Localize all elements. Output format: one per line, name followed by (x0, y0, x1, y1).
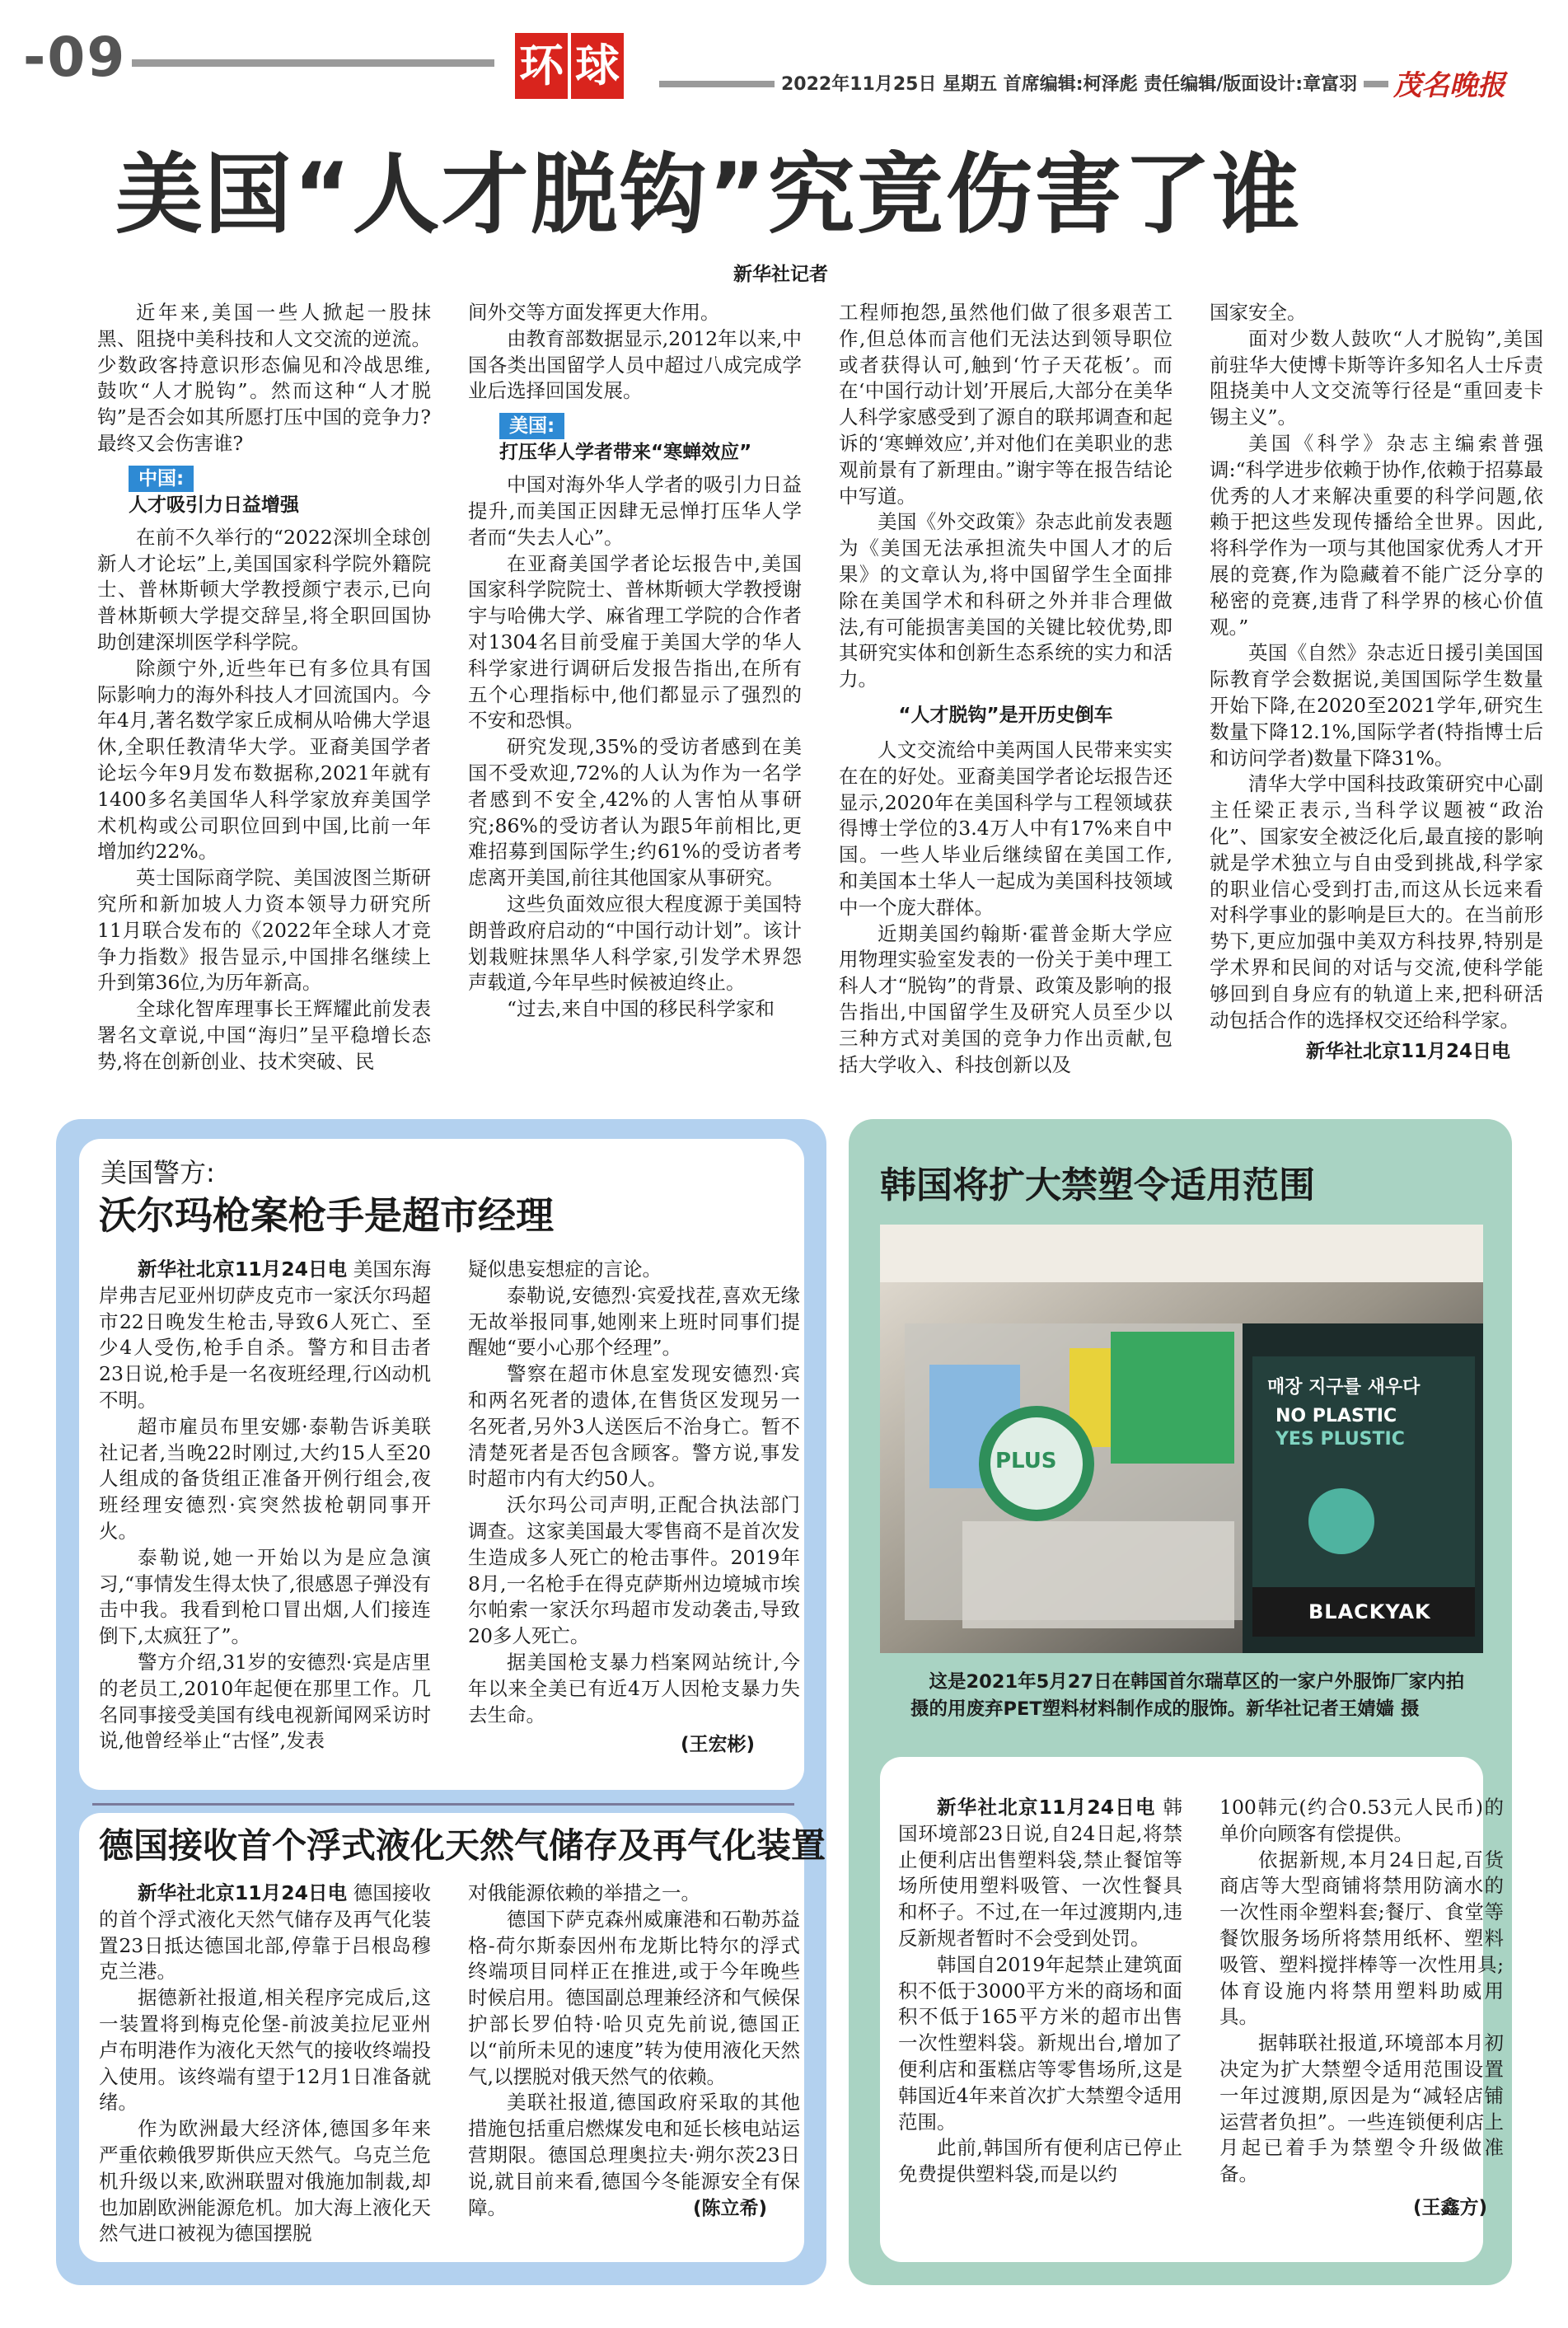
photo-badge-text: PLUS (995, 1449, 1057, 1473)
masthead-rule-left (132, 59, 494, 67)
paragraph: “过去,来自中国的移民科学家和 (507, 997, 775, 1021)
paragraph: 全球化智库理事长王辉耀此前发表署名文章说,中国“海归”呈平稳增长态势,将在创新创业、技术突破、民 (97, 997, 431, 1073)
article-signoff: (王宏彬) (680, 1734, 755, 1756)
paragraph: 英国《自然》杂志近日援引美国国际教育学会数据说,美国国际学生数量开始下降,在2020至2021学年,研究生数量下降12.1%,国际学者(特指博士后和访问学者)数量下降31%。 (1210, 641, 1543, 770)
walmart-column-1 (99, 1257, 431, 1754)
korea-headline: 韩国将扩大禁塑令适用范围 (880, 1164, 1315, 1206)
main-byline: 新华社记者 (733, 264, 828, 285)
paragraph: 人文交流给中美两国人民带来实实在在的好处。亚裔美国学者论坛报告还显示,2020年在美国科学与工程领域获得博士学位的3.4万人中有17%来自中国。一些人毕业后继续留在美国工作,和美国本土华人一起成为美国科技领域中一个庞大群体。 (839, 738, 1172, 919)
germany-headline: 德国接收首个浮式液化天然气储存及再气化装置 (99, 1825, 826, 1866)
paragraph: 警方介绍,31岁的安德烈·宾是店里的老员工,2010年起便在那里工作。几名同事接受美国有线电视新闻网采访时说,他曾经举止“古怪”,发表 (99, 1650, 431, 1753)
subheading-tag: 美国: (499, 413, 564, 439)
paragraph: 近期美国约翰斯·霍普金斯大学应用物理实验室发表的一份关于美中理工科人才“脱钩”的背景、政策及影响的报告指出,中国留学生及研究人员至少以三种方式对美国的竞争力作出贡献,包括大学收入、科技创新以及 (839, 921, 1172, 1076)
section-divider (92, 1803, 794, 1806)
photo-brand: BLACKYAK (1308, 1600, 1431, 1623)
article-signoff: (陈立希) (692, 2198, 767, 2220)
paragraph: 据美国枪支暴力档案网站统计,今年以来全美已有近4万人因枪支暴力失去生命。 (468, 1650, 800, 1726)
paragraph: 在亚裔美国学者论坛报告中,美国国家科学院院士、普林斯顿大学教授谢宇与哈佛大学、麻省理工学院的合作者对1304名目前受雇于美国大学的华人科学家进行调研后发报告指出,在所有五个心理指标中,他们都显示了强烈的不安和恐惧。 (468, 551, 802, 733)
walmart-kicker: 美国警方: (101, 1157, 215, 1188)
paragraph: 作为欧洲最大经济体,德国多年来严重依赖俄罗斯供应天然气。乌克兰危机升级以来,欧洲联盟对俄施加制裁,却也加剧欧洲能源危机。加大海上液化天然气进口被视为德国摆脱 (99, 2117, 431, 2246)
paragraph: 韩国自2019年起禁止建筑面积不低于3000平方米的商场和面积不低于165平方米的超市出售一次性塑料袋。新规出台,增加了便利店和蛋糕店等零售场所,这是韩国近4年来首次扩大禁塑令适用范围。 (898, 1952, 1182, 2134)
dateline: 新华社北京11月24日电 (138, 1258, 348, 1281)
paragraph (99, 1257, 431, 1414)
section-char-1: 环 (515, 33, 568, 99)
subheading-tag: 中国: (129, 466, 194, 492)
subheading-text: 打压华人学者带来“寒蝉效应” (499, 442, 752, 464)
paragraph: 对俄能源依赖的举措之一。 (468, 1881, 700, 1904)
paragraph-text: 韩国环境部23日说,自24日起,将禁止便利店出售塑料袋,禁止餐馆等场所使用塑料吸管、一次性餐具和杯子。不过,在一年过渡期内,违反新规者暂时不会受到处罚。 (898, 1796, 1182, 1950)
paragraph: 工程师抱怨,虽然他们做了很多艰苦工作,但总体而言他们无法达到领导职位或者获得认可,触到‘竹子天花板’。而在‘中国行动计划’开展后,大部分在美华人科学家感受到了源自的联邦调查和起诉的‘寒蝉效应’,并对他们在美职业的悲观前景有了新理由。”谢宇等在报告结论中写道。 (839, 301, 1172, 508)
paragraph: 国家安全。 (1210, 301, 1307, 324)
korea-column-2 (1219, 1795, 1504, 2221)
paragraph (898, 1795, 1182, 1952)
paragraph: 美国《科学》杂志主编索普强调:“科学进步依赖于协作,依赖于招募最优秀的人才来解决重要的科学问题,依赖于把这些发现传播给全世界。因此,将科学作为一项与其他国家优秀人才开展的竞赛,作为隐藏着不能广泛分享的秘密的竞赛,违背了科学界的核心价值观。” (1210, 431, 1543, 639)
paragraph: 据德新社报道,相关程序完成后,这一装置将到梅克伦堡-前波美拉尼亚州卢布明港作为液化天然气的接收终端投入使用。该终端有望于12月1日准备就绪。 (99, 1986, 431, 2115)
paragraph: 间外交等方面发挥更大作用。 (468, 301, 720, 324)
masthead (0, 0, 1568, 111)
dateline: 新华社北京11月24日电 (138, 1881, 348, 1904)
paragraph: 面对少数人鼓吹“人才脱钩”,美国前驻华大使博卡斯等许多知名人士斥责阻挠美中人文交流等行径是“重回麦卡锡主义”。 (1210, 326, 1543, 429)
article-signoff: (王鑫方) (1412, 2196, 1487, 2218)
photo-sign-korean: 매장 지구를 새우다 (1267, 1377, 1421, 1398)
paragraph: 疑似患妄想症的言论。 (468, 1258, 662, 1281)
photo-sign-en-2: YES PLUSTIC (1275, 1429, 1405, 1450)
paragraph: 沃尔玛公司声明,正配合执法部门调查。这家美国最大零售商不是首次发生造成多人死亡的枪击事件。2019年8月,一名枪手在得克萨斯州边境城市埃尔帕索一家沃尔玛超市发动袭击,导致20多人死亡。 (468, 1493, 800, 1648)
article-signoff: 新华社北京11月24日电 (1305, 1041, 1510, 1063)
paragraph: 清华大学中国科技政策研究中心副主任梁正表示,当科学议题被“政治化”、国家安全被泛化后,最直接的影响就是学术独立与自由受到挑战,科学家的职业信心受到打击,而这从长远来看对科学事业的影响是巨大的。在当前形势下,更应加强中美双方科技界,特别是学术界和民间的对话与交流,使科学能够回到自身应有的轨道上来,把科研活动包括合作的选择权交还给科学家。 (1210, 772, 1543, 1032)
walmart-headline: 沃尔玛枪案枪手是超市经理 (99, 1193, 554, 1238)
subheading-text: “人才脱钩”是开历史倒车 (898, 704, 1113, 726)
subheading (499, 413, 802, 466)
page-number: -09 (23, 26, 127, 89)
paragraph: 在前不久举行的“2022深圳全球创新人才论坛”上,美国国家科学院外籍院士、普林斯顿大学教授颜宁表示,已向普林斯顿大学提交辞呈,将全职回国协助创建深圳医学科学院。 (97, 525, 431, 653)
subheading-text: 人才吸引力日益增强 (129, 494, 299, 516)
paragraph-text: 美国东海岸弗吉尼亚州切萨皮克市一家沃尔玛超市22日晚发生枪击,导致6人死亡、至少4人受伤,枪手自杀。警方和目击者23日说,枪手是一名夜班经理,行凶动机不明。 (99, 1258, 432, 1412)
paragraph: 美联社报道,德国政府采取的其他措施包括重启燃煤发电和延长核电站运营期限。德国总理奥拉夫·朔尔茨23日说,就目前来看,德国今冬能源安全有保障。 (468, 2091, 800, 2219)
paragraph: 德国下萨克森州威廉港和石勒苏益格-荷尔斯泰因州布龙斯比特尔的浮式终端项目同样正在推进,或于今年晚些时候启用。德国副总理兼经济和气候保护部长罗伯特·哈贝克先前说,德国正以“前所未见的速度”转为使用液化天然气,以摆脱对俄天然气的依赖。 (468, 1907, 800, 2088)
section-char-2: 球 (571, 33, 624, 99)
main-column-2 (468, 300, 802, 1023)
paragraph: 中国对海外华人学者的吸引力日益提升,而美国正因肆无忌惮打压华人学者而“失去人心”。 (468, 473, 802, 549)
masthead-info: 2022年11月25日 星期五 首席编辑:柯泽彪 责任编辑/版面设计:章富羽 (775, 73, 1364, 97)
paragraph: 依据新规,本月24日起,百货商店等大型商铺将禁用防滴水的一次性雨伞塑料套;餐厅、食堂等餐饮服务场所将禁用纸杯、塑料吸管、塑料搅拌棒等一次性用具;体育设施内将禁用塑料助威用具。 (1219, 1848, 1504, 2029)
germany-column-2 (468, 1881, 800, 2222)
paragraph: 警察在超市休息室发现安德烈·宾和两名死者的遗体,在售货区发现另一名死者,另外3人送医后不治身亡。暂不清楚死者是否包含顾客。警方说,事发时超市内有大约50人。 (468, 1362, 800, 1491)
paragraph: 研究发现,35%的受访者感到在美国不受欢迎,72%的人认为作为一名学者感到不安全,42%的人害怕从事研究;86%的受访者认为跟5年前相比,更难招募到国际学生;约61%的受访者考虑离开美国,前往其他国家从事研究。 (468, 735, 802, 890)
paragraph: 这些负面效应很大程度源于美国特朗普政府启动的“中国行动计划”。该计划栽赃抹黑华人科学家,引发学术界怨声载道,今年早些时候被迫终止。 (468, 892, 802, 995)
korea-photo (880, 1225, 1483, 1653)
paragraph: 近年来,美国一些人掀起一股抹黑、阻挠中美科技和人文交流的逆流。少数政客持意识形态偏见和冷战思维,鼓吹“人才脱钩”。然而这种“人才脱钩”是否会如其所愿打压中国的竞争力?最终又会伤害谁? (97, 301, 431, 455)
paragraph: 超市雇员布里安娜·泰勒告诉美联社记者,当晚22时刚过,大约15人至20人组成的备货组正准备开例行组会,夜班经理安德烈·宾突然拔枪朝同事开火。 (99, 1414, 431, 1543)
paragraph: 英士国际商学院、美国波图兰斯研究所和新加坡人力资本领导力研究所11月联合发布的《2022年全球人才竞争力指数》报告显示,中国排名继续上升到第36位,为历年新高。 (97, 866, 431, 995)
paragraph: 除颜宁外,近些年已有多位具有国际影响力的海外科技人才回流国内。今年4月,著名数学家丘成桐从哈佛大学退休,全职任教清华大学。亚裔美国学者论坛今年9月发布数据称,2021年就有1400多名美国华人科学家放弃美国学术机构或公司职位回到中国,比前一年增加约22%。 (97, 656, 431, 864)
germany-column-1 (99, 1881, 431, 2247)
paragraph: 泰勒说,安德烈·宾爱找茬,喜欢无缘无故举报同事,她刚来上班时同事们提醒她“要小心那个经理”。 (468, 1283, 800, 1360)
paragraph: 泰勒说,她一开始以为是应急演习,“事情发生得太快了,很感恩子弹没有击中我。我看到枪口冒出烟,人们接连倒下,太疯狂了”。 (99, 1545, 431, 1648)
paragraph: 此前,韩国所有便利店已停止免费提供塑料袋,而是以约 (898, 2136, 1182, 2186)
main-column-3 (839, 300, 1172, 1078)
paragraph: 100韩元(约合0.53元人民币)的单价向顾客有偿提供。 (1219, 1796, 1504, 1845)
paragraph: 据韩联社报道,环境部本月初决定为扩大禁塑令适用范围设置一年过渡期,原因是为“减轻店铺运营者负担”。一些连锁便利店上月起已着手为禁塑令升级做准备。 (1219, 2031, 1504, 2186)
photo-caption: 这是2021年5月27日在韩国首尔瑞草区的一家户外服饰厂家内拍摄的用废弃PET塑料材料制作成的服饰。新华社记者王婧嫱 摄 (910, 1671, 1465, 1720)
paragraph-text: 德国接收的首个浮式液化天然气储存及再气化装置23日抵达德国北部,停靠于吕根岛穆克兰港。 (99, 1881, 432, 1984)
main-column-1 (97, 300, 431, 1075)
dateline: 新华社北京11月24日电 (937, 1796, 1156, 1819)
paragraph: 由教育部数据显示,2012年以来,中国各类出国留学人员中超过八成完成学业后选择回国发展。 (468, 326, 802, 403)
walmart-column-2 (468, 1257, 800, 1758)
paper-logo: 茂名晚报 (1388, 69, 1510, 102)
paragraph: 美国《外交政策》杂志此前发表题为《美国无法承担流失中国人才的后果》的文章认为,将中国留学生全面排除在美国学术和科研之外并非合理做法,有可能损害美国的关键比较优势,即其研究实体和创新生态系统的实力和活力。 (839, 510, 1172, 691)
korea-column-1 (898, 1795, 1182, 2188)
main-headline: 美国“人才脱钩”究竟伤害了谁 (115, 144, 1302, 246)
subheading (129, 466, 431, 518)
paragraph (99, 1881, 431, 1985)
photo-sign-en-1: NO PLASTIC (1275, 1406, 1397, 1426)
main-column-4 (1210, 300, 1543, 1065)
